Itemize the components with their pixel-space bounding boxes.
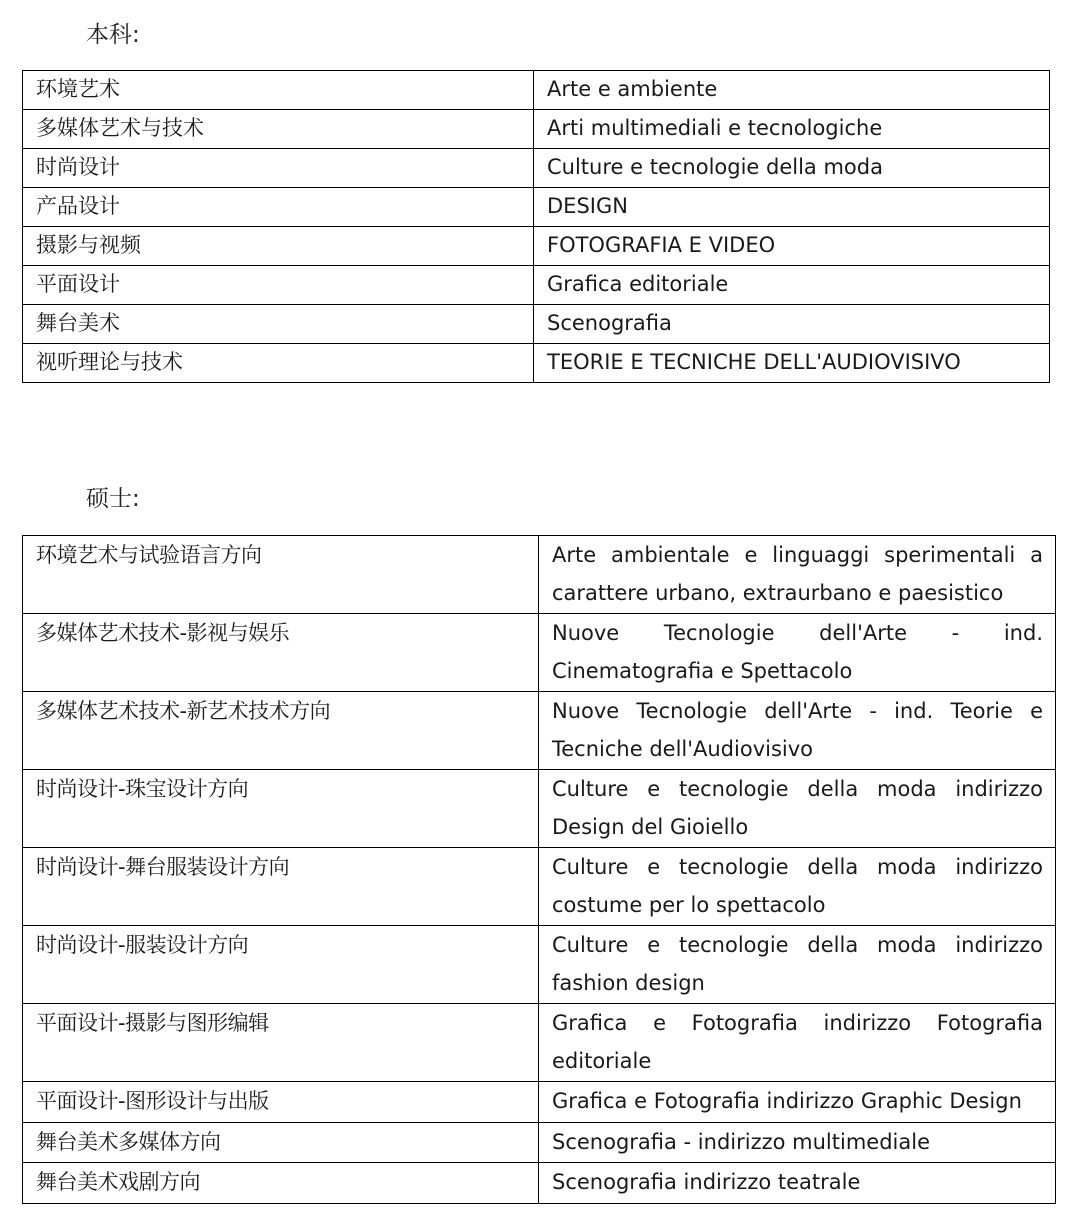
- table-row: [23, 692, 1056, 770]
- program-name-it: Grafica e Fotografia indirizzo Graphic Design: [539, 1082, 1056, 1123]
- program-name-cn: 时尚设计-珠宝设计方向: [23, 770, 539, 848]
- program-name-cn: 平面设计: [23, 266, 534, 305]
- program-name-cn: 多媒体艺术技术-影视与娱乐: [23, 614, 539, 692]
- table-row: [23, 149, 1050, 188]
- program-name-it: Arti multimediali e tecnologiche: [534, 110, 1050, 149]
- table-row: [23, 770, 1056, 848]
- table-row: [23, 71, 1050, 110]
- table-row: [23, 110, 1050, 149]
- program-name-it: TEORIE E TECNICHE DELL'AUDIOVISIVO: [534, 344, 1050, 383]
- table-row: [23, 227, 1050, 266]
- program-name-it: Scenografia - indirizzo multimediale: [539, 1122, 1056, 1163]
- program-name-cn: 舞台美术多媒体方向: [23, 1122, 539, 1163]
- program-name-cn: 多媒体艺术与技术: [23, 110, 534, 149]
- program-name-it: Nuove Tecnologie dell'Arte - ind. Teorie e Tecniche dell'Audiovisivo: [539, 692, 1056, 770]
- program-name-cn: 环境艺术与试验语言方向: [23, 536, 539, 614]
- table-row: [23, 344, 1050, 383]
- program-name-cn: 平面设计-图形设计与出版: [23, 1082, 539, 1123]
- table-row: [23, 536, 1056, 614]
- program-name-cn: 舞台美术戏剧方向: [23, 1163, 539, 1204]
- program-name-cn: 时尚设计-舞台服装设计方向: [23, 848, 539, 926]
- program-name-cn: 产品设计: [23, 188, 534, 227]
- table-row: [23, 1082, 1056, 1123]
- bachelor-programs-table: [22, 70, 1050, 383]
- program-name-cn: 摄影与视频: [23, 227, 534, 266]
- table-row: [23, 266, 1050, 305]
- table-row: [23, 1122, 1056, 1163]
- program-name-it: Arte e ambiente: [534, 71, 1050, 110]
- program-name-it: FOTOGRAFIA E VIDEO: [534, 227, 1050, 266]
- table-row: [23, 305, 1050, 344]
- program-name-cn: 时尚设计: [23, 149, 534, 188]
- program-name-cn: 舞台美术: [23, 305, 534, 344]
- table-row: [23, 1163, 1056, 1204]
- table-row: [23, 614, 1056, 692]
- master-programs-table: [22, 535, 1056, 1204]
- program-name-it: Culture e tecnologie della moda indirizzo costume per lo spettacolo: [539, 848, 1056, 926]
- program-name-cn: 平面设计-摄影与图形编辑: [23, 1004, 539, 1082]
- table-row: [23, 848, 1056, 926]
- program-name-cn: 环境艺术: [23, 71, 534, 110]
- program-name-it: Culture e tecnologie della moda indirizzo Design del Gioiello: [539, 770, 1056, 848]
- bachelor-heading: 本科:: [86, 22, 140, 48]
- program-name-it: Scenografia: [534, 305, 1050, 344]
- table-row: [23, 926, 1056, 1004]
- program-name-cn: 时尚设计-服装设计方向: [23, 926, 539, 1004]
- program-name-cn: 多媒体艺术技术-新艺术技术方向: [23, 692, 539, 770]
- program-name-it: Nuove Tecnologie dell'Arte - ind. Cinematografia e Spettacolo: [539, 614, 1056, 692]
- program-name-it: Scenografia indirizzo teatrale: [539, 1163, 1056, 1204]
- program-name-it: Culture e tecnologie della moda: [534, 149, 1050, 188]
- table-row: [23, 1004, 1056, 1082]
- table-row: [23, 188, 1050, 227]
- program-name-it: Arte ambientale e linguaggi sperimentali a carattere urbano, extraurbano e paesistico: [539, 536, 1056, 614]
- master-heading: 硕士:: [86, 486, 140, 512]
- program-name-it: Culture e tecnologie della moda indirizzo fashion design: [539, 926, 1056, 1004]
- program-name-it: Grafica e Fotografia indirizzo Fotografia editoriale: [539, 1004, 1056, 1082]
- program-name-cn: 视听理论与技术: [23, 344, 534, 383]
- program-name-it: DESIGN: [534, 188, 1050, 227]
- program-name-it: Grafica editoriale: [534, 266, 1050, 305]
